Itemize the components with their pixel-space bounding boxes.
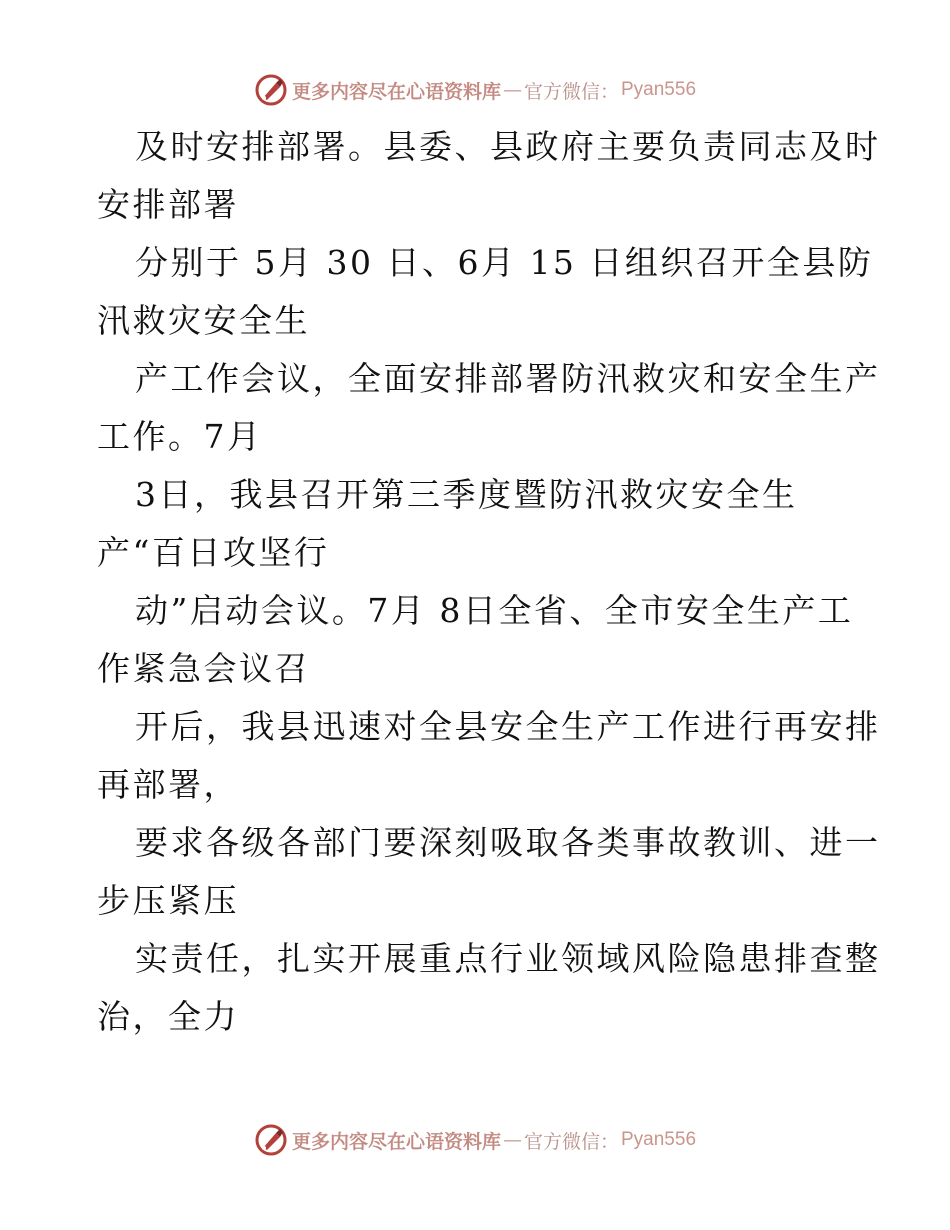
paragraph-line: 实责任，扎实开展重点行业领域风险隐患排查整 bbox=[135, 939, 881, 978]
banner-wechat-label: 官方微信： bbox=[523, 1130, 619, 1153]
banner-text: 更多内容尽在心语资料库 bbox=[291, 1130, 501, 1153]
paragraph-line: 安排部署 bbox=[97, 185, 239, 224]
paragraph-line: 分别于 5月 30 日、6月 15 日组织召开全县防 bbox=[135, 243, 874, 282]
paragraph-line: 治，全力 bbox=[97, 997, 239, 1036]
paragraph-line: 步压紧压 bbox=[97, 881, 239, 920]
fountain-pen-logo-icon bbox=[254, 73, 288, 107]
paragraph-line: 产工作会议，全面安排部署防汛救灾和安全生产 bbox=[135, 359, 881, 398]
paragraph-line: 动”启动会议。7月 8日全省、全市安全生产工 bbox=[135, 591, 854, 630]
paragraph-line: 再部署， bbox=[97, 765, 239, 804]
paragraph bbox=[97, 930, 881, 1046]
paragraph bbox=[97, 698, 881, 814]
paragraph-line: 开后，我县迅速对全县安全生产工作进行再安排 bbox=[135, 707, 881, 746]
paragraph bbox=[97, 234, 874, 350]
banner-wechat-id: Pyan556 bbox=[621, 79, 697, 100]
paragraph-line: 工作。7月 bbox=[97, 417, 263, 456]
paragraph-line: 作紧急会议召 bbox=[97, 649, 310, 688]
banner-separator: — bbox=[502, 1129, 522, 1151]
banner-text: 更多内容尽在心语资料库 bbox=[291, 80, 501, 103]
paragraph-line: 要求各级各部门要深刻吸取各类事故教训、进一 bbox=[135, 823, 881, 862]
paragraph bbox=[97, 350, 881, 466]
fountain-pen-logo-icon bbox=[254, 1123, 288, 1157]
paragraph bbox=[97, 582, 857, 698]
paragraph-line: 及时安排部署。县委、县政府主要负责同志及时 bbox=[135, 127, 881, 166]
banner-separator: — bbox=[502, 79, 522, 101]
paragraph bbox=[97, 814, 881, 930]
document-body bbox=[97, 118, 881, 1046]
banner-wechat-id: Pyan556 bbox=[621, 1129, 697, 1150]
paragraph-line: 3日，我县召开第三季度暨防汛救灾安全生 bbox=[135, 475, 798, 514]
banner-wechat-label: 官方微信： bbox=[523, 80, 619, 103]
paragraph-line: 产“百日攻坚行 bbox=[97, 533, 330, 572]
paragraph-line: 汛救灾安全生 bbox=[97, 301, 310, 340]
paragraph bbox=[97, 466, 857, 582]
footer-banner bbox=[0, 1120, 950, 1160]
paragraph bbox=[97, 118, 881, 234]
header-banner bbox=[0, 70, 950, 110]
